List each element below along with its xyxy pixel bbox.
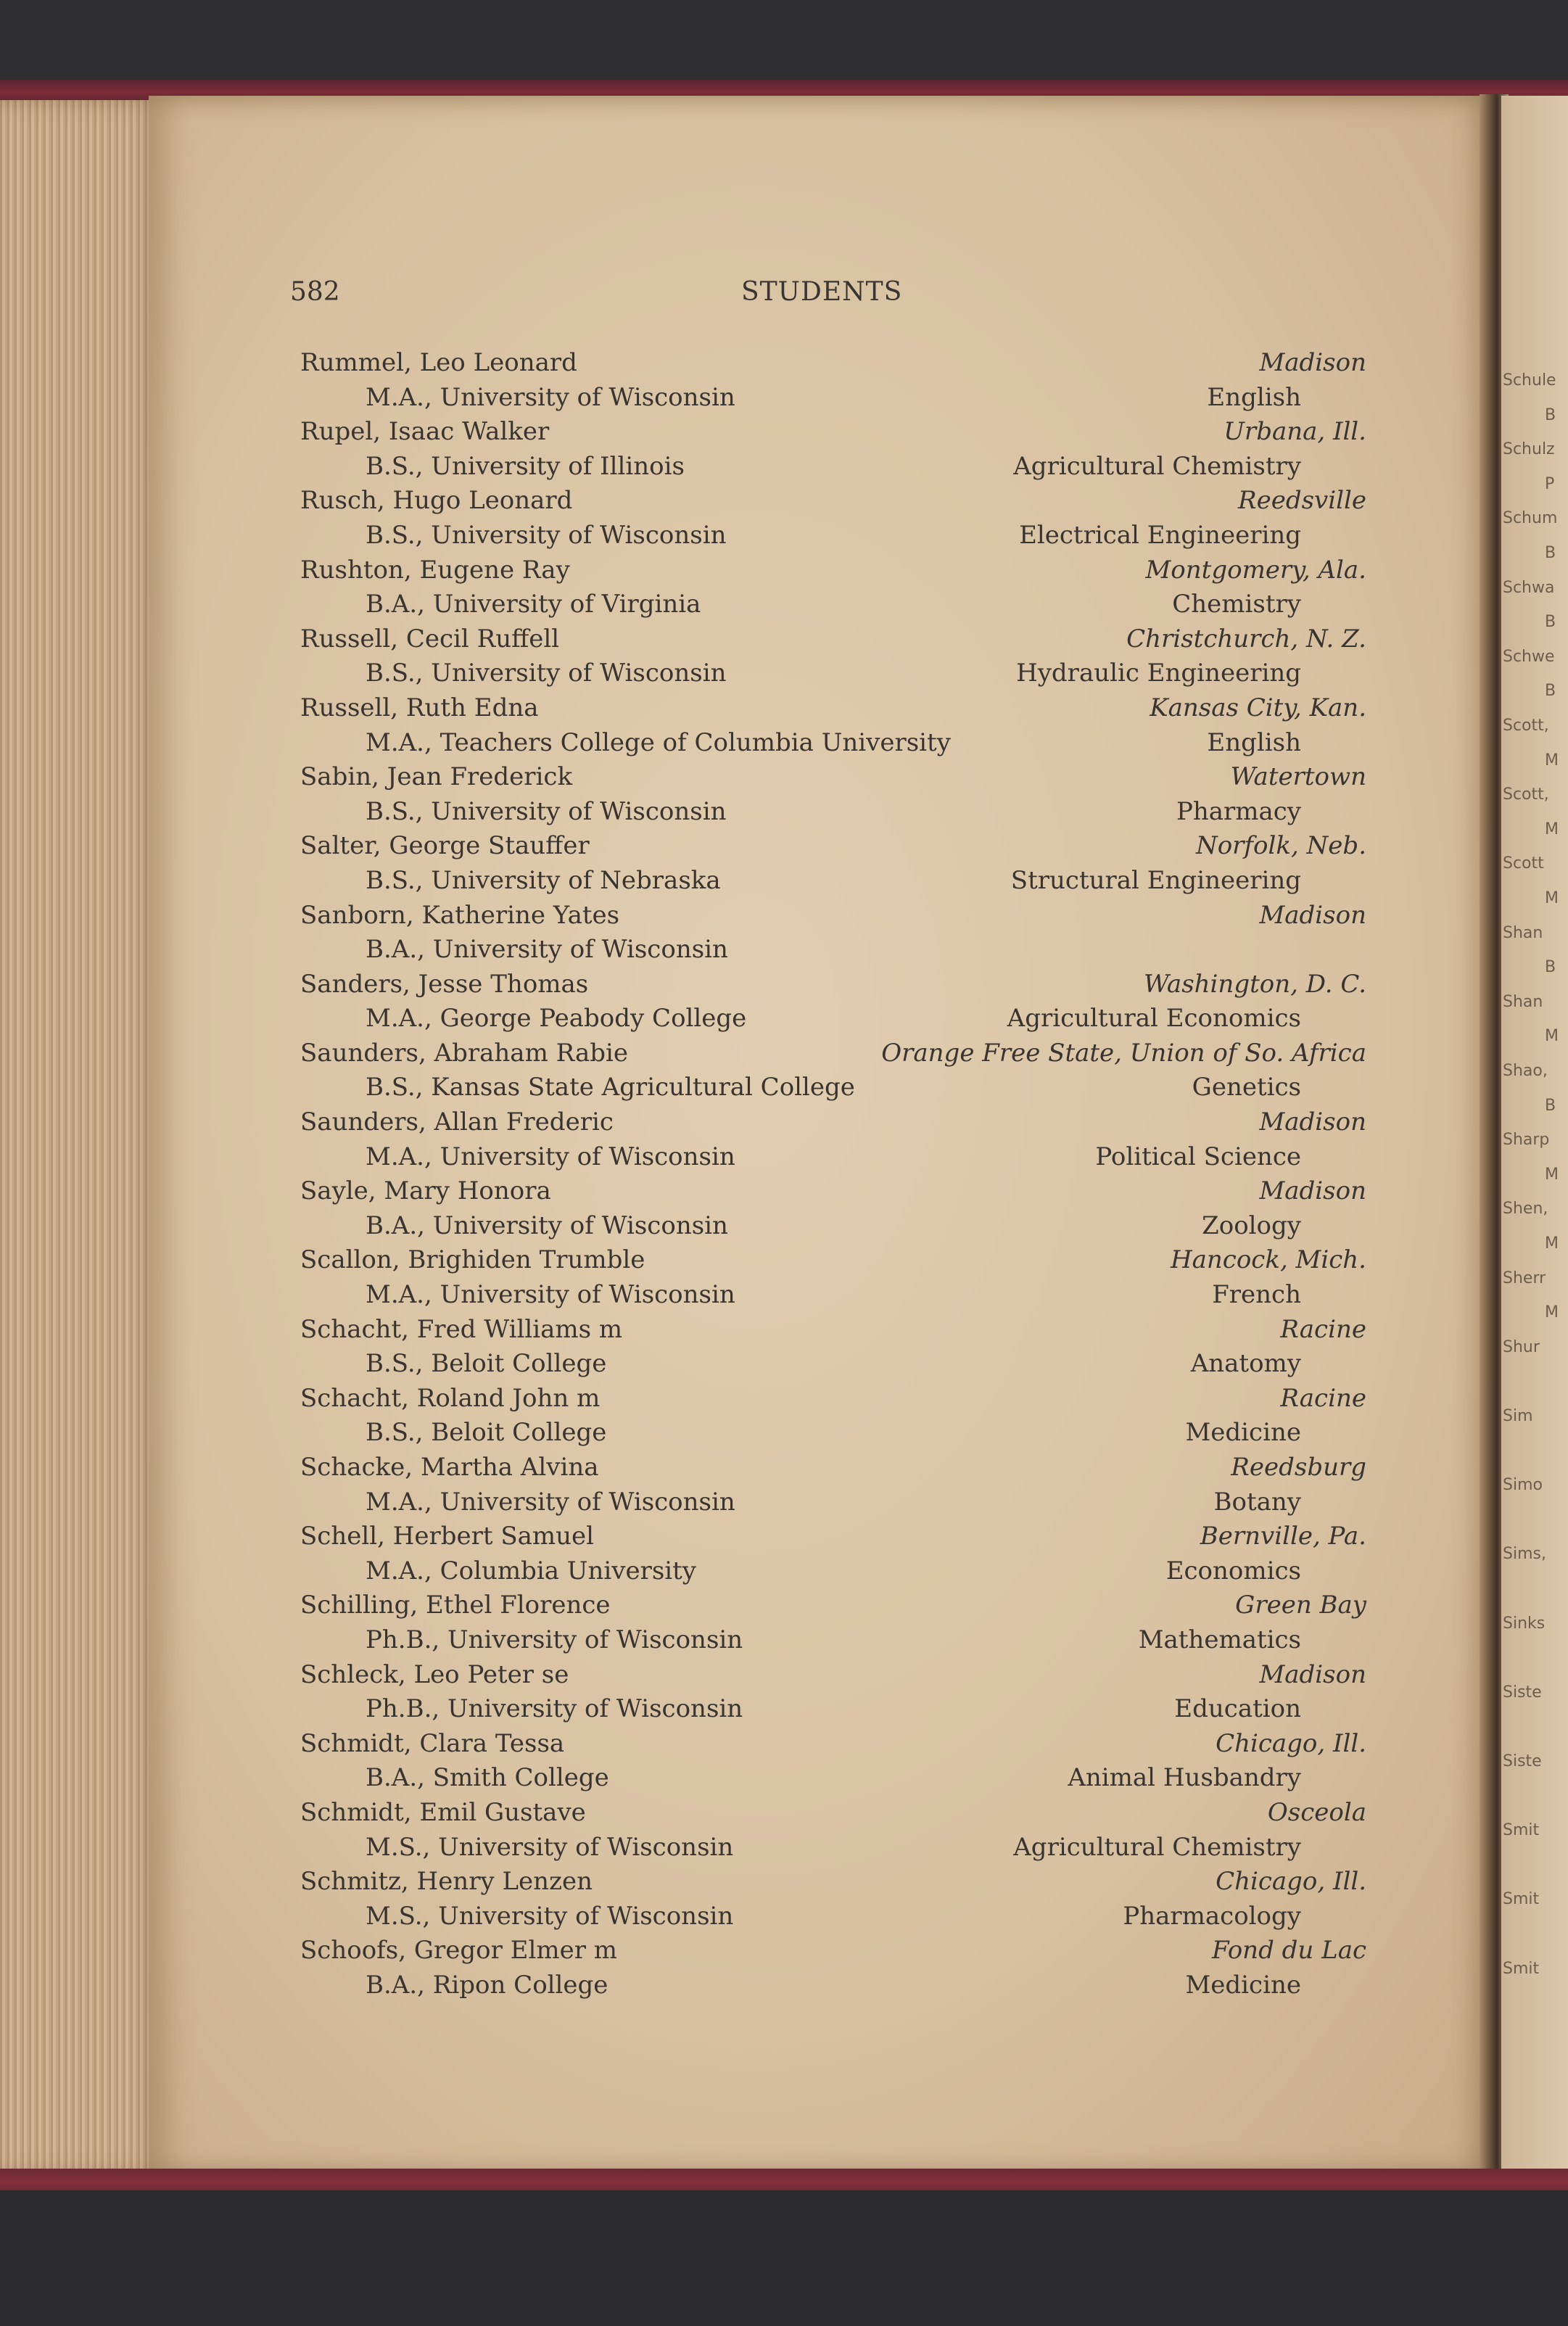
adjacent-page-text: B: [1545, 544, 1556, 562]
adjacent-page-text: Sharp: [1503, 1131, 1550, 1150]
student-name: Rushton, Eugene Ray: [300, 555, 570, 585]
student-degree-row: [300, 1004, 1366, 1039]
student-degree: M.A., University of Wisconsin: [366, 1142, 735, 1171]
student-hometown: Orange Free State, Union of So. Africa: [881, 1038, 1366, 1068]
adjacent-page-text: Smit: [1503, 1959, 1540, 1978]
student-name-row: [300, 1798, 1366, 1833]
adjacent-page-text: B: [1545, 958, 1556, 977]
student-name: Schoofs, Gregor Elmer m: [300, 1936, 618, 1966]
student-field-of-study: English: [1207, 382, 1301, 412]
student-name: Schacht, Fred Williams m: [300, 1314, 623, 1344]
student-hometown: Racine: [1280, 1383, 1366, 1413]
student-field-of-study: Zoology: [1202, 1211, 1301, 1240]
student-field-of-study: Genetics: [1192, 1073, 1301, 1102]
student-field-of-study: Political Science: [1095, 1142, 1301, 1171]
student-degree: M.S., University of Wisconsin: [366, 1832, 734, 1862]
student-hometown: Madison: [1259, 1659, 1366, 1689]
student-name-row: [300, 348, 1366, 383]
student-name-row: [300, 1522, 1366, 1556]
student-name: Rummel, Leo Leonard: [300, 348, 577, 377]
adjacent-page-text: Smit: [1503, 1890, 1540, 1909]
student-hometown: Chicago, Ill.: [1216, 1867, 1366, 1897]
student-degree-row: [300, 1349, 1366, 1384]
student-field-of-study: English: [1207, 727, 1301, 757]
student-degree-row: [300, 383, 1366, 418]
adjacent-page-text: B: [1545, 1096, 1556, 1115]
background-top: [0, 0, 1568, 87]
student-hometown: Urbana, Ill.: [1224, 417, 1366, 447]
adjacent-page-text: M: [1545, 889, 1559, 907]
student-field-of-study: Economics: [1165, 1556, 1301, 1585]
student-name: Schmidt, Clara Tessa: [300, 1728, 565, 1758]
student-field-of-study: French: [1212, 1280, 1301, 1310]
student-degree: Ph.B., University of Wisconsin: [366, 1625, 743, 1654]
student-degree: B.A., University of Virginia: [366, 590, 701, 619]
adjacent-page-text: Smit: [1503, 1821, 1540, 1840]
student-name: Salter, George Stauffer: [300, 831, 590, 861]
student-hometown: Madison: [1259, 1108, 1366, 1137]
adjacent-page-text: M: [1545, 1165, 1559, 1184]
background-bottom: [0, 2190, 1568, 2326]
adjacent-page-text: Siste: [1503, 1683, 1542, 1702]
adjacent-page-text: Scott: [1503, 854, 1544, 873]
student-name: Rupel, Isaac Walker: [300, 417, 550, 447]
student-degree: B.A., University of Wisconsin: [366, 935, 728, 965]
adjacent-page-text: Sim: [1503, 1407, 1533, 1425]
student-field-of-study: Agricultural Chemistry: [1013, 1832, 1301, 1862]
student-degree: B.A., Ripon College: [366, 1970, 608, 2000]
page-stack-edges: [0, 100, 167, 2174]
adjacent-page-text: M: [1545, 751, 1559, 770]
student-hometown: Fond du Lac: [1211, 1936, 1366, 1966]
student-name-row: [300, 1729, 1366, 1764]
student-name-row: [300, 417, 1366, 452]
student-degree: M.A., Columbia University: [366, 1556, 697, 1585]
adjacent-page-text: Shan: [1503, 923, 1543, 942]
student-hometown: Bernville, Pa.: [1200, 1522, 1366, 1551]
student-degree-row: [300, 1556, 1366, 1591]
student-hometown: Green Bay: [1235, 1591, 1366, 1620]
student-name-row: [300, 1867, 1366, 1902]
student-name-row: [300, 762, 1366, 797]
adjacent-page-text: Schum: [1503, 509, 1558, 528]
student-degree-row: [300, 728, 1366, 763]
student-name: Russell, Ruth Edna: [300, 693, 539, 722]
student-name-row: [300, 556, 1366, 590]
student-name: Schmitz, Henry Lenzen: [300, 1867, 593, 1897]
page-number: 582: [290, 277, 340, 307]
student-field-of-study: Education: [1174, 1694, 1301, 1724]
student-name: Schleck, Leo Peter se: [300, 1659, 569, 1689]
student-name: Saunders, Abraham Rabie: [300, 1038, 629, 1068]
student-name-row: [300, 901, 1366, 936]
student-field-of-study: Chemistry: [1172, 590, 1301, 619]
student-field-of-study: Pharmacology: [1123, 1901, 1301, 1931]
student-degree-row: [300, 1418, 1366, 1453]
adjacent-page-text: Simo: [1503, 1476, 1543, 1495]
student-name: Scallon, Brighiden Trumble: [300, 1245, 645, 1275]
student-name-row: [300, 693, 1366, 728]
student-degree: B.S., University of Wisconsin: [366, 520, 727, 550]
adjacent-page-text: Schwa: [1503, 578, 1555, 597]
student-hometown: Montgomery, Ala.: [1145, 555, 1366, 585]
adjacent-page-text: Schwe: [1503, 647, 1555, 666]
student-degree-row: [300, 1763, 1366, 1798]
adjacent-page-text: Schule: [1503, 371, 1556, 389]
adjacent-page-text: Siste: [1503, 1752, 1542, 1770]
student-name-row: [300, 1384, 1366, 1419]
student-degree-row: [300, 590, 1366, 624]
student-degree: M.A., University of Wisconsin: [366, 1280, 735, 1310]
student-degree-row: [300, 1280, 1366, 1315]
student-name-row: [300, 970, 1366, 1005]
student-hometown: Osceola: [1267, 1797, 1366, 1827]
adjacent-page-text: Schulz: [1503, 440, 1555, 459]
student-name: Saunders, Allan Frederic: [300, 1108, 614, 1137]
student-hometown: Washington, D. C.: [1143, 969, 1366, 999]
student-name: Schacht, Roland John m: [300, 1383, 601, 1413]
student-name: Sanborn, Katherine Yates: [300, 900, 620, 930]
student-degree: B.S., Kansas State Agricultural College: [366, 1073, 855, 1102]
adjacent-page-fragment: [1501, 96, 1568, 2176]
student-degree: B.S., University of Wisconsin: [366, 796, 727, 826]
adjacent-page-text: M: [1545, 820, 1559, 838]
student-degree: M.A., Teachers College of Columbia University: [366, 727, 951, 757]
student-degree-row: [300, 521, 1366, 556]
student-name: Schacke, Martha Alvina: [300, 1453, 599, 1482]
student-field-of-study: Hydraulic Engineering: [1016, 659, 1301, 688]
adjacent-page-text: Shan: [1503, 992, 1543, 1011]
adjacent-page-text: Sinks: [1503, 1614, 1546, 1633]
student-list: [300, 348, 1366, 2005]
student-name-row: [300, 486, 1366, 521]
student-name-row: [300, 1591, 1366, 1625]
student-degree: M.A., University of Wisconsin: [366, 382, 735, 412]
student-name: Russell, Cecil Ruffell: [300, 624, 560, 653]
student-degree: B.S., University of Wisconsin: [366, 659, 727, 688]
adjacent-page-text: Shao,: [1503, 1062, 1548, 1080]
student-degree: M.A., George Peabody College: [366, 1004, 747, 1034]
student-degree-row: [300, 1488, 1366, 1522]
student-field-of-study: Medicine: [1185, 1418, 1301, 1448]
student-hometown: Christchurch, N. Z.: [1126, 624, 1366, 653]
student-name-row: [300, 1453, 1366, 1488]
student-name-row: [300, 1315, 1366, 1350]
student-name-row: [300, 1176, 1366, 1211]
student-hometown: Chicago, Ill.: [1216, 1728, 1366, 1758]
student-hometown: Watertown: [1230, 762, 1366, 792]
student-degree: B.S., University of Illinois: [366, 451, 685, 481]
student-name: Schmidt, Emil Gustave: [300, 1797, 586, 1827]
student-hometown: Kansas City, Kan.: [1150, 693, 1366, 722]
student-degree: M.S., University of Wisconsin: [366, 1901, 734, 1931]
student-field-of-study: Agricultural Economics: [1007, 1004, 1301, 1034]
student-name-row: [300, 1108, 1366, 1142]
adjacent-page-text: M: [1545, 1303, 1559, 1322]
student-degree: B.S., University of Nebraska: [366, 865, 721, 895]
student-field-of-study: Anatomy: [1190, 1349, 1301, 1379]
adjacent-page-text: B: [1545, 405, 1556, 424]
student-name: Schell, Herbert Samuel: [300, 1522, 595, 1551]
student-name-row: [300, 1245, 1366, 1280]
student-name-row: [300, 624, 1366, 659]
student-field-of-study: Pharmacy: [1176, 796, 1301, 826]
student-hometown: Reedsville: [1237, 486, 1366, 516]
student-degree: B.A., Smith College: [366, 1763, 609, 1793]
student-name: Schilling, Ethel Florence: [300, 1591, 611, 1620]
student-degree: Ph.B., University of Wisconsin: [366, 1694, 743, 1724]
student-degree-row: [300, 1694, 1366, 1729]
student-degree-row: [300, 1971, 1366, 2005]
student-name: Sabin, Jean Frederick: [300, 762, 573, 792]
student-field-of-study: Mathematics: [1138, 1625, 1301, 1654]
student-field-of-study: Structural Engineering: [1010, 865, 1301, 895]
page-title: STUDENTS: [741, 277, 903, 307]
adjacent-page-text: B: [1545, 682, 1556, 701]
student-field-of-study: Animal Husbandry: [1068, 1763, 1301, 1793]
student-degree-row: [300, 1902, 1366, 1937]
adjacent-page-text: M: [1545, 1027, 1559, 1046]
student-degree-row: [300, 659, 1366, 693]
student-degree-row: [300, 1211, 1366, 1246]
student-name-row: [300, 1660, 1366, 1695]
student-field-of-study: Electrical Engineering: [1019, 520, 1301, 550]
student-degree-row: [300, 1142, 1366, 1177]
adjacent-page-text: Scott,: [1503, 785, 1549, 804]
adjacent-page-text: M: [1545, 1234, 1559, 1253]
student-degree-row: [300, 866, 1366, 901]
student-degree-row: [300, 452, 1366, 487]
student-field-of-study: Medicine: [1185, 1970, 1301, 2000]
adjacent-page-text: B: [1545, 613, 1556, 632]
student-degree: B.S., Beloit College: [366, 1418, 607, 1448]
adjacent-page-text: Shen,: [1503, 1200, 1548, 1218]
student-name: Sanders, Jesse Thomas: [300, 969, 589, 999]
student-hometown: Hancock, Mich.: [1170, 1245, 1366, 1275]
student-degree: B.S., Beloit College: [366, 1349, 607, 1379]
student-hometown: Madison: [1259, 900, 1366, 930]
student-name: Sayle, Mary Honora: [300, 1176, 551, 1206]
student-name-row: [300, 831, 1366, 866]
student-degree-row: [300, 1625, 1366, 1660]
student-name: Rusch, Hugo Leonard: [300, 486, 573, 516]
student-field-of-study: Agricultural Chemistry: [1013, 451, 1301, 481]
student-degree: M.A., University of Wisconsin: [366, 1487, 735, 1517]
student-field-of-study: Botany: [1213, 1487, 1301, 1517]
student-hometown: Reedsburg: [1231, 1453, 1366, 1482]
adjacent-page-text: Sherr: [1503, 1269, 1546, 1287]
student-hometown: Madison: [1259, 348, 1366, 377]
student-degree-row: [300, 797, 1366, 832]
adjacent-page-text: Shur: [1503, 1337, 1540, 1356]
student-degree-row: [300, 1073, 1366, 1108]
student-name-row: [300, 1039, 1366, 1073]
student-degree: B.A., University of Wisconsin: [366, 1211, 728, 1240]
adjacent-page-text: Scott,: [1503, 717, 1549, 735]
adjacent-page-text: Sims,: [1503, 1545, 1546, 1564]
student-degree-row: [300, 935, 1366, 970]
student-hometown: Racine: [1280, 1314, 1366, 1344]
student-hometown: Norfolk, Neb.: [1195, 831, 1366, 861]
student-degree-row: [300, 1833, 1366, 1868]
student-hometown: Madison: [1259, 1176, 1366, 1206]
student-name-row: [300, 1936, 1366, 1971]
adjacent-page-text: P: [1545, 474, 1555, 493]
